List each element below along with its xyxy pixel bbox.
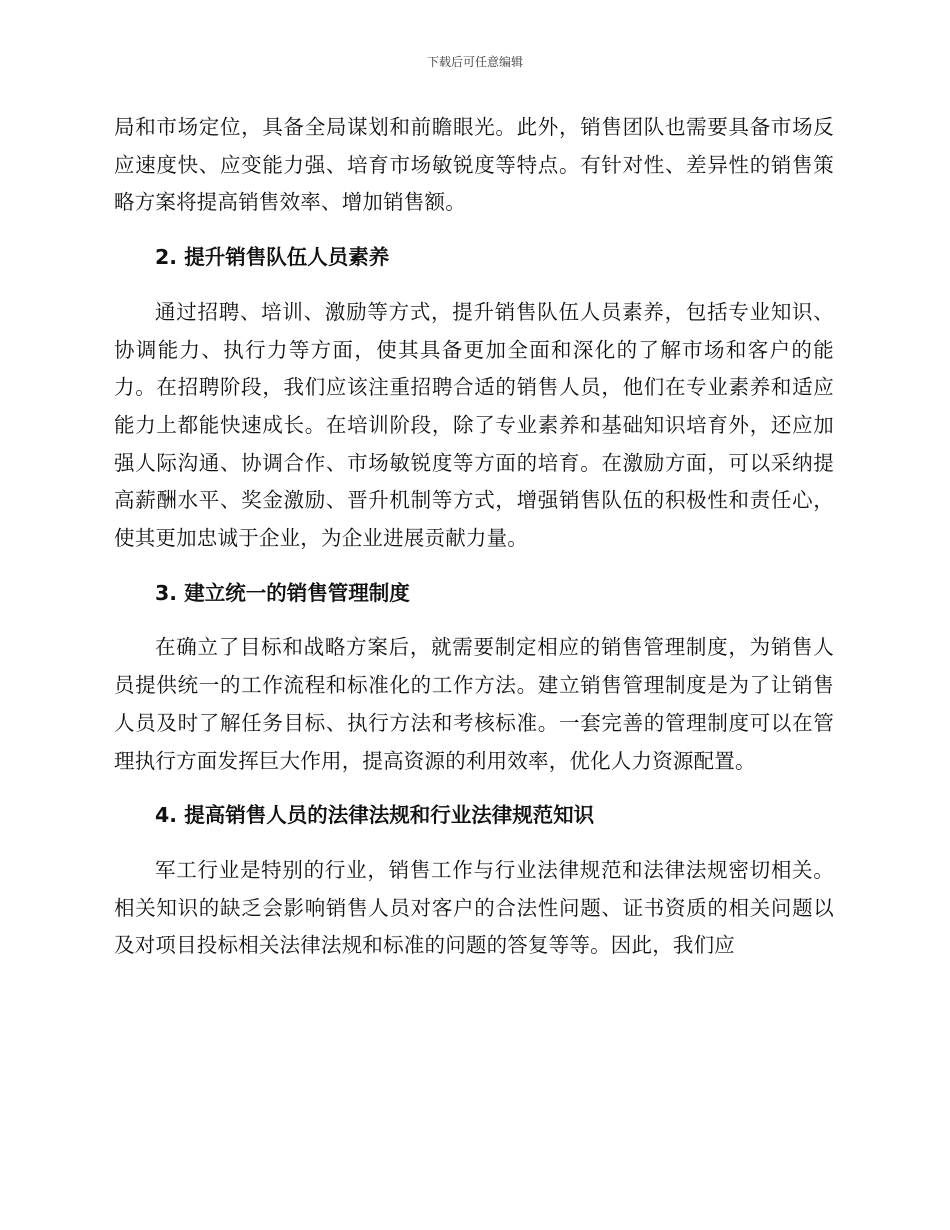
paragraph-intro: 局和市场定位，具备全局谋划和前瞻眼光。此外，销售团队也需要具备市场反应速度快、应变能力强、培育市场敏锐度等特点。有针对性、差异性的销售策略方案将提高销售效率、增加销售额。 (114, 115, 834, 215)
paragraph-section-4: 军工行业是特别的行业，销售工作与行业法律规范和法律法规密切相关。相关知识的缺乏会影响销售人员对客户的合法性问题、证书资质的相关问题以及对项目投标相关法律法规和标准的问题的答复等等。因此，我们应 (114, 857, 834, 958)
section-heading-4: 4. 提高销售人员的法律法规和行业法律规范知识 (155, 803, 595, 828)
section-heading-3: 3. 建立统一的销售管理制度 (155, 580, 410, 605)
section-heading-2: 2. 提升销售队伍人员素养 (155, 245, 390, 270)
document-body (114, 109, 834, 965)
paragraph-section-2: 通过招聘、培训、激励等方式，提升销售队伍人员素养，包括专业知识、协调能力、执行力等方面，使其具备更加全面和深化的了解市场和客户的能力。在招聘阶段，我们应该注重招聘合适的销售人员，他们在专业素养和适应能力上都能快速成长。在培训阶段，除了专业素养和基础知识培育外，还应加强人际沟通、协调合作、市场敏锐度等方面的培育。在激励方面，可以采纳提高薪酬水平、奖金激励、晋升机制等方式，增强销售队伍的积极性和责任心，使其更加忠诚于企业，为企业进展贡献力量。 (114, 299, 834, 551)
paragraph-section-3: 在确立了目标和战略方案后，就需要制定相应的销售管理制度，为销售人员提供统一的工作流程和标准化的工作方法。建立销售管理制度是为了让销售人员及时了解任务目标、执行方法和考核标准。一套完善的管理制度可以在管理执行方面发挥巨大作用，提高资源的利用效率，优化人力资源配置。 (114, 635, 834, 773)
page-header: 下载后可任意编辑 (426, 55, 523, 69)
